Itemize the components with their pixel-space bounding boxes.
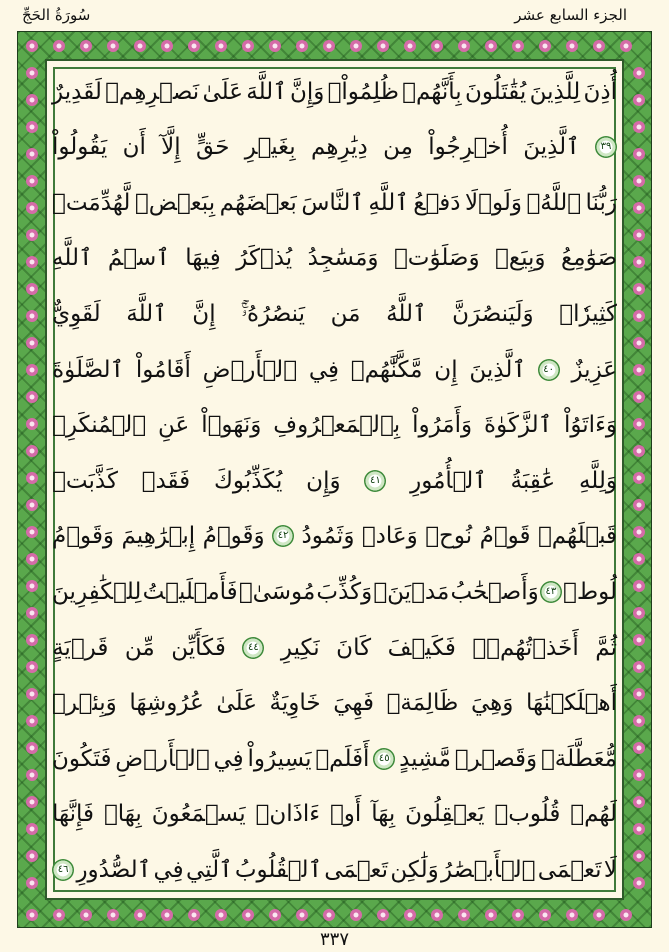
word: فَأَمۡلَيۡتُ — [142, 578, 238, 605]
word: عَلَىٰ — [202, 78, 243, 105]
word: فِي — [153, 856, 184, 883]
word: ٱسۡمُ — [107, 245, 170, 272]
word: ٱلَّذِينَ — [523, 134, 580, 161]
juz-title: الجزء السابع عشر — [514, 6, 627, 24]
word: رَبُّنَا — [585, 189, 617, 216]
word: وَإِن — [306, 467, 341, 494]
word: بِأَنَّهُمۡ — [402, 78, 462, 105]
ayah-number-marker: ٤٥ — [373, 748, 395, 770]
word: ٱلۡأَرۡضِ — [115, 745, 210, 772]
word: فَقَدۡ — [141, 467, 191, 494]
word: كَذَّبَتۡ — [52, 467, 118, 494]
word: مُوسَىٰۖ — [238, 578, 316, 605]
word: أَفَلَمۡ — [315, 745, 370, 772]
word: مَن — [330, 300, 361, 327]
word: يُذۡكَرُ — [236, 245, 293, 272]
page-number: ٣٣٧ — [319, 929, 349, 950]
word: فِي — [213, 745, 244, 772]
word: لُوطٖ — [563, 578, 617, 605]
word: عَزِيزٌ — [571, 356, 617, 383]
word: ٱللَّهُ — [386, 300, 427, 327]
word: فِي — [308, 356, 339, 383]
word: فَإِنَّهَا — [52, 801, 95, 828]
text-line — [52, 618, 617, 677]
word: لَقَوِيٌّ — [52, 300, 101, 327]
word: وَعَادٞ — [361, 523, 418, 550]
word: فِيهَا — [185, 245, 221, 272]
word: ٱلۡأَرۡضِ — [202, 356, 297, 383]
word: أُخۡرِجُواْ — [428, 134, 508, 161]
word: ٱللَّهِ — [368, 189, 409, 216]
word: كَانَ — [336, 634, 372, 661]
word: وَقَصۡرٖ — [454, 745, 538, 772]
text-line — [52, 396, 617, 455]
word: بِبَعۡضٖ — [134, 189, 216, 216]
word: ٱللَّهَ — [246, 78, 287, 105]
word: وَمَسَٰجِدُ — [307, 245, 379, 272]
word: مِن — [383, 134, 413, 161]
word: لَقَدِيرٌ — [52, 78, 102, 105]
word: قَبۡلَهُمۡ — [537, 523, 617, 550]
ayah-number-marker: ٤٤ — [242, 637, 264, 659]
text-line — [52, 62, 617, 121]
word: وَبِيَعٞ — [495, 245, 546, 272]
word: وَنَهَوۡاْ — [201, 412, 262, 439]
word: صَوَٰمِعُ — [561, 245, 617, 272]
word: ٱللَّهِ — [52, 245, 93, 272]
word: لَّهُدِّمَتۡ — [52, 189, 131, 216]
ayah-number-marker: ٤٢ — [272, 525, 294, 547]
word: بِهَآ — [371, 801, 396, 828]
word: ٱلصَّلَوٰةَ — [52, 356, 125, 383]
word: أُذِنَ — [583, 78, 617, 105]
word: أَخَذۡتُهُمۡۖ — [472, 634, 579, 661]
word: ظُلِمُواْۚ — [327, 78, 399, 105]
quran-text — [52, 62, 617, 896]
word: مِّن — [124, 634, 155, 661]
word: أَهۡلَكۡنَٰهَا — [526, 690, 617, 717]
word: وَأَمَرُواْ — [412, 412, 473, 439]
word: ثُمَّ — [595, 634, 617, 661]
word: ٱلۡأُمُورِ — [410, 467, 487, 494]
word: ٱلۡقُلُوبُ — [234, 856, 322, 883]
word: يُقَٰتَلُونَ — [464, 78, 527, 105]
surah-title: سُورَةُ الحَجِّ — [22, 6, 91, 24]
ayah-number-marker: ٤١ — [364, 470, 386, 492]
word: يَسۡمَعُونَ — [151, 801, 246, 828]
text-line — [52, 507, 617, 566]
word: تَعۡمَى — [324, 856, 389, 883]
ayah-number-marker: ٤٣ — [540, 581, 562, 603]
word: وَقَوۡمُ — [52, 523, 115, 550]
word: عَنِ — [158, 412, 190, 439]
word: فَكَأَيِّن — [171, 634, 226, 661]
word: أَن — [122, 134, 146, 161]
word: وَثَمُودُ — [301, 523, 355, 550]
word: مَّكَّنَّٰهُمۡ — [350, 356, 423, 383]
word: يُكَذِّبُوكَ — [213, 467, 283, 494]
word: ٱلۡمُنكَرِۗ — [52, 412, 147, 439]
word: وَبِئۡرٖ — [52, 690, 117, 717]
word: بِهَاۖ — [103, 801, 142, 828]
word: يَسِيرُواْ — [247, 745, 312, 772]
word: كَثِيرٗاۗ — [559, 300, 617, 327]
word: بِٱلۡمَعۡرُوفِ — [273, 412, 401, 439]
word: ٱلزَّكَوٰةَ — [484, 412, 553, 439]
word: وَلَٰكِن — [390, 856, 439, 883]
text-line — [52, 340, 617, 399]
word: لِلَّذِينَ — [529, 78, 581, 105]
word: عَلَىٰ — [216, 690, 257, 717]
text-line — [52, 562, 617, 621]
word: إِنَّ — [192, 300, 216, 327]
word: مَدۡيَنَۖ — [373, 578, 450, 605]
word: إِلَّآ — [161, 134, 181, 161]
word: وَلَوۡلَا — [465, 189, 522, 216]
word: قَوۡمُ — [479, 523, 531, 550]
word: ٱلَّذِينَ — [469, 356, 526, 383]
word: ٱلَّتِي — [185, 856, 233, 883]
word: بِغَيۡرِ — [244, 134, 296, 161]
word: حَقٍّ — [196, 134, 230, 161]
word: إِبۡرَٰهِيمَ — [121, 523, 196, 550]
word: وَأَصۡحَٰبُ — [450, 578, 539, 605]
word: وَءَاتَوُاْ — [564, 412, 617, 439]
word: خَاوِيَةٌ — [269, 690, 321, 717]
text-line — [52, 451, 617, 510]
word: تَعۡمَى — [537, 856, 602, 883]
word: لَا — [603, 856, 617, 883]
word: بَعۡضَهُم — [219, 189, 297, 216]
text-line — [52, 173, 617, 232]
word: نُوحٖ — [425, 523, 473, 550]
word: لَهُمۡ — [570, 801, 617, 828]
word: ءَاذَانٞ — [255, 801, 321, 828]
word: دَفۡعُ — [413, 189, 461, 216]
word: مُّعَطَّلَةٖ — [540, 745, 617, 772]
ayah-number-marker: ٣٩ — [595, 136, 617, 158]
word: مَّشِيدٍ — [399, 745, 451, 772]
word: وَلِلَّهِ — [578, 467, 617, 494]
word: ٱلنَّاسَ — [301, 189, 364, 216]
word: نَصۡرِهِمۡ — [105, 78, 200, 105]
word: ٱللَّهُۗ — [526, 189, 582, 216]
text-line — [52, 229, 617, 288]
text-line — [52, 284, 617, 343]
word: وَإِنَّ — [289, 78, 325, 105]
text-line — [52, 729, 617, 788]
word: ٱلصُّدُورِ — [76, 856, 152, 883]
text-line — [52, 674, 617, 733]
word: وَلَيَنصُرَنَّ — [452, 300, 534, 327]
word: ٱلۡأَبۡصَٰرُ — [441, 856, 536, 883]
word: إِن — [434, 356, 458, 383]
word: عُرُوشِهَا — [129, 690, 204, 717]
word: دِيَٰرِهِم — [311, 134, 368, 161]
word: لِلۡكَٰفِرِينَ — [52, 578, 142, 605]
word: فَكَيۡفَ — [387, 634, 456, 661]
word: فَتَكُونَ — [52, 745, 112, 772]
ayah-number-marker: ٤٦ — [52, 859, 74, 881]
word: نَكِيرِ — [280, 634, 320, 661]
ayah-number-marker: ٤٠ — [538, 359, 560, 381]
word: أَوۡ — [329, 801, 362, 828]
word: عَٰقِبَةُ — [510, 467, 556, 494]
word: وَقَوۡمُ — [202, 523, 265, 550]
word: أَقَامُواْ — [135, 356, 191, 383]
word: يَقُولُواْ — [52, 134, 108, 161]
word: ظَالِمَةٞ — [386, 690, 459, 717]
text-line — [52, 785, 617, 844]
word: قَرۡيَةٍ — [52, 634, 109, 661]
word: وَصَلَوَٰتٞ — [393, 245, 480, 272]
word: ٱللَّهَ — [126, 300, 167, 327]
word: وَهِيَ — [470, 690, 514, 717]
text-line — [52, 118, 617, 177]
word: فَهِيَ — [333, 690, 374, 717]
word: يَنصُرُهُۥٓۚ — [241, 300, 305, 327]
word: وَكُذِّبَ — [316, 578, 373, 605]
text-line — [52, 840, 617, 899]
word: قُلُوبٞ — [494, 801, 561, 828]
word: يَعۡقِلُونَ — [405, 801, 485, 828]
